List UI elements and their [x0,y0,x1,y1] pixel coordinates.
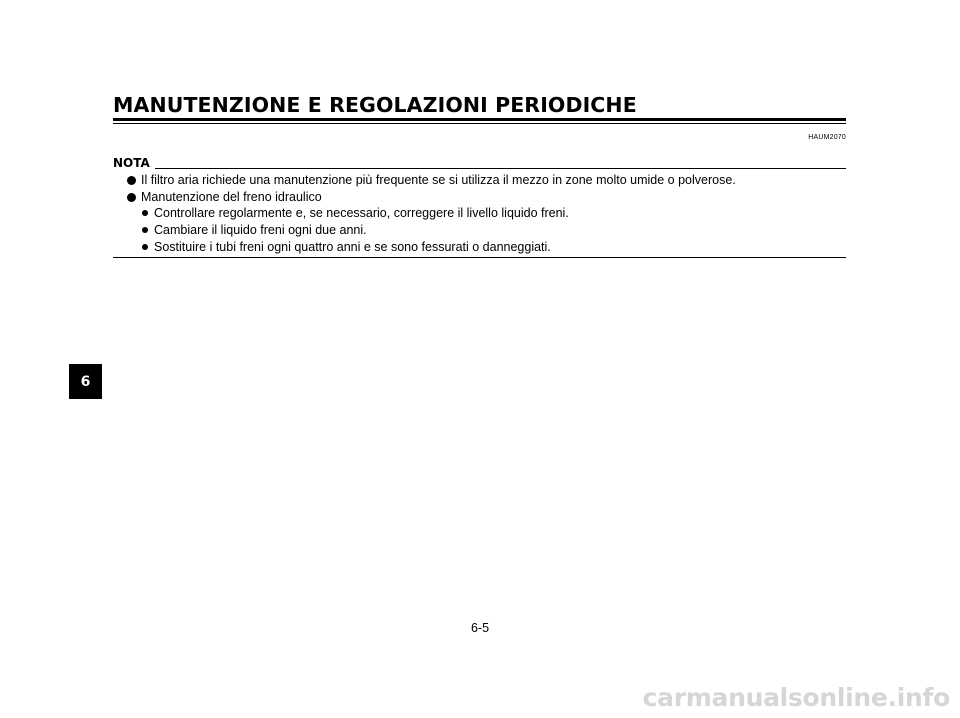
header-rule-thin [113,123,846,124]
note-subitem-1: Controllare regolarmente e, se necessario, correggere il livello liquido freni. [154,206,569,220]
chapter-tab: 6 [69,364,102,399]
document-code: HAUM2070 [808,134,846,141]
page-number: 6-5 [470,621,490,635]
watermark: carmanualsonline.info [642,683,950,712]
note-item-1: Il filtro aria richiede una manutenzione più frequente se si utilizza il mezzo in zone molto umide o polverose. [141,173,736,187]
sub-bullet-dot-icon [142,210,148,216]
bullet-dot-icon [127,193,136,202]
note-subitem-2: Cambiare il liquido freni ogni due anni. [154,223,367,237]
note-rule [155,168,846,169]
bullet-dot-icon [127,176,136,185]
note-subitem-3: Sostituire i tubi freni ogni quattro anni e se sono fessurati o danneggiati. [154,240,551,254]
note-item-2: Manutenzione del freno idraulico [141,190,322,204]
header-rule-thick [113,118,846,121]
sub-bullet-dot-icon [142,227,148,233]
note-label: NOTA [113,156,150,170]
page-header-title: MANUTENZIONE E REGOLAZIONI PERIODICHE [113,93,637,117]
sub-bullet-dot-icon [142,244,148,250]
note-end-rule [113,257,846,258]
